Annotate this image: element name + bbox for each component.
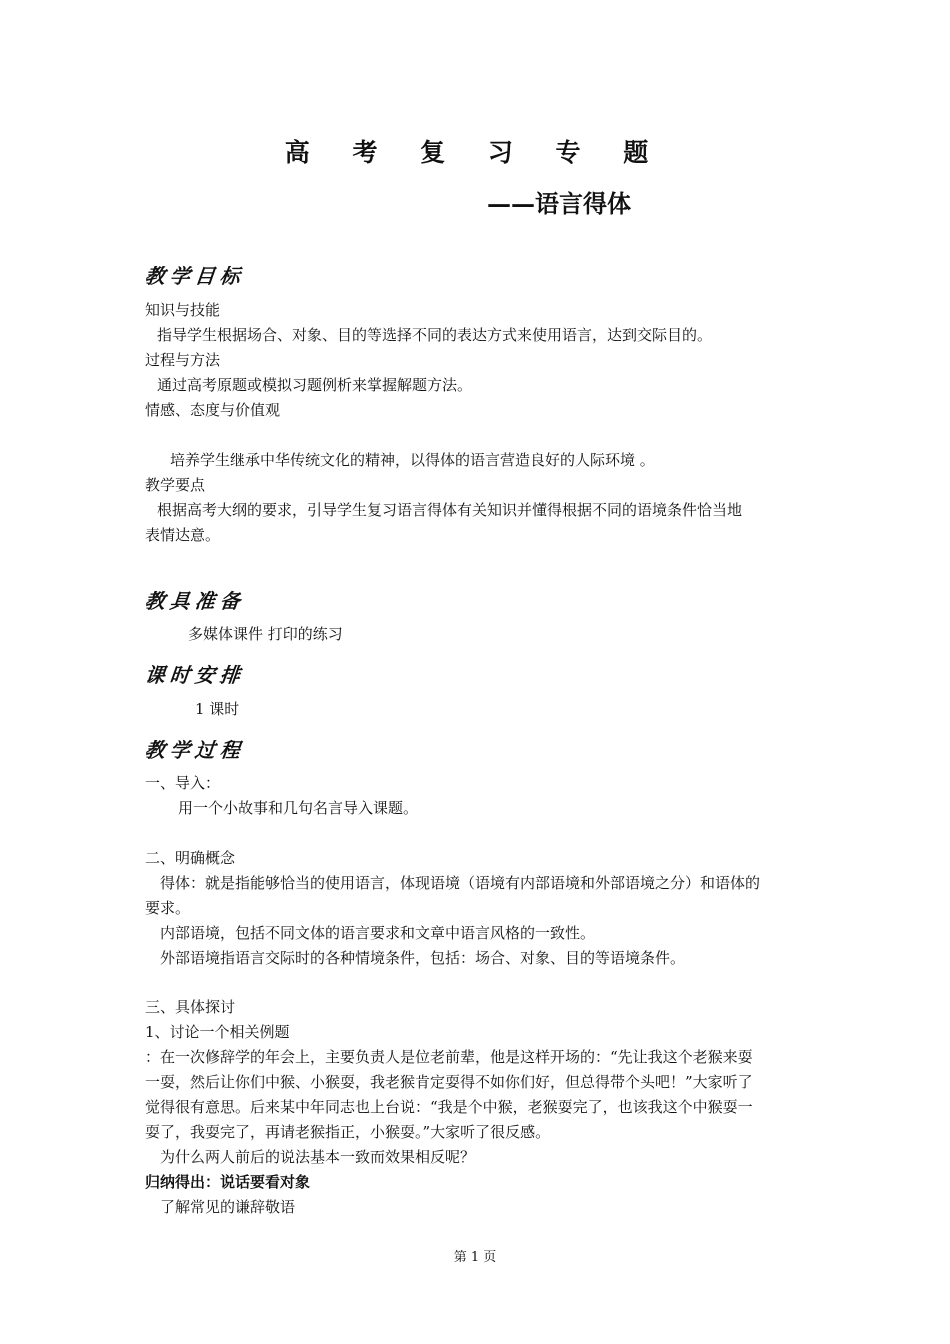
heading-objectives: 教学目标 xyxy=(143,264,247,288)
key-points-text-2: 表情达意。 xyxy=(145,526,221,544)
key-points-label: 教学要点 xyxy=(145,476,206,494)
discuss-label: 三、具体探讨 xyxy=(145,998,236,1016)
concept-text-1: 得体：就是指能够恰当的使用语言，体现语境（语境有内部语境和外部语境之分）和语体的 xyxy=(160,874,761,892)
honorifics-text: 了解常见的谦辞敬语 xyxy=(160,1198,296,1216)
example-line-3: 觉得很有意思。后来某中年同志也上台说：“我是个中猴，老猴耍完了，也该我这个中猴耍一 xyxy=(145,1098,753,1116)
attitude-label: 情感、态度与价值观 xyxy=(145,401,281,419)
internal-context-text: 内部语境，包括不同文体的语言要求和文章中语言风格的一致性。 xyxy=(160,924,596,942)
page-number: 第 1 页 xyxy=(453,1250,497,1265)
document-subtitle: ——语言得体 xyxy=(487,189,631,218)
document-title: 高 考 复 习 专 题 xyxy=(284,138,666,167)
process-method-label: 过程与方法 xyxy=(145,351,221,369)
heading-process: 教学过程 xyxy=(143,738,247,762)
example-label: 1、讨论一个相关例题 xyxy=(145,1023,290,1041)
heading-schedule: 课时安排 xyxy=(143,663,247,687)
example-line-1: ：在一次修辞学的年会上，主要负责人是位老前辈，他是这样开场的：“先让我这个老猴来耍 xyxy=(145,1048,753,1066)
external-context-text: 外部语境指语言交际时的各种情境条件，包括：场合、对象、目的等语境条件。 xyxy=(160,949,686,967)
example-line-2: 一耍，然后让你们中猴、小猴耍，我老猴肯定耍得不如你们好，但总得带个头吧！”大家听了 xyxy=(145,1073,753,1091)
conclusion-text: 归纳得出：说话要看对象 xyxy=(145,1173,311,1191)
knowledge-text: 指导学生根据场合、对象、目的等选择不同的表达方式来使用语言，达到交际目的。 xyxy=(157,326,713,344)
heading-tools: 教具准备 xyxy=(143,589,247,613)
schedule-text: 1 课时 xyxy=(195,700,240,718)
key-points-text-1: 根据高考大纲的要求，引导学生复习语言得体有关知识并懂得根据不同的语境条件恰当地 xyxy=(157,501,743,519)
tools-text: 多媒体课件 打印的练习 xyxy=(188,625,343,643)
process-method-text: 通过高考原题或模拟习题例析来掌握解题方法。 xyxy=(157,376,473,394)
attitude-text: 培养学生继承中华传统文化的精神，以得体的语言营造良好的人际环境 。 xyxy=(170,451,655,469)
knowledge-label: 知识与技能 xyxy=(145,301,221,319)
intro-text: 用一个小故事和几句名言导入课题。 xyxy=(178,799,419,817)
intro-label: 一、导入： xyxy=(145,774,221,792)
concept-text-2: 要求。 xyxy=(145,899,191,917)
question-text: 为什么两人前后的说法基本一致而效果相反呢？ xyxy=(160,1148,476,1166)
concept-label: 二、明确概念 xyxy=(145,849,236,867)
example-line-4: 耍了，我耍完了，再请老猴指正，小猴耍。”大家听了很反感。 xyxy=(145,1123,551,1141)
